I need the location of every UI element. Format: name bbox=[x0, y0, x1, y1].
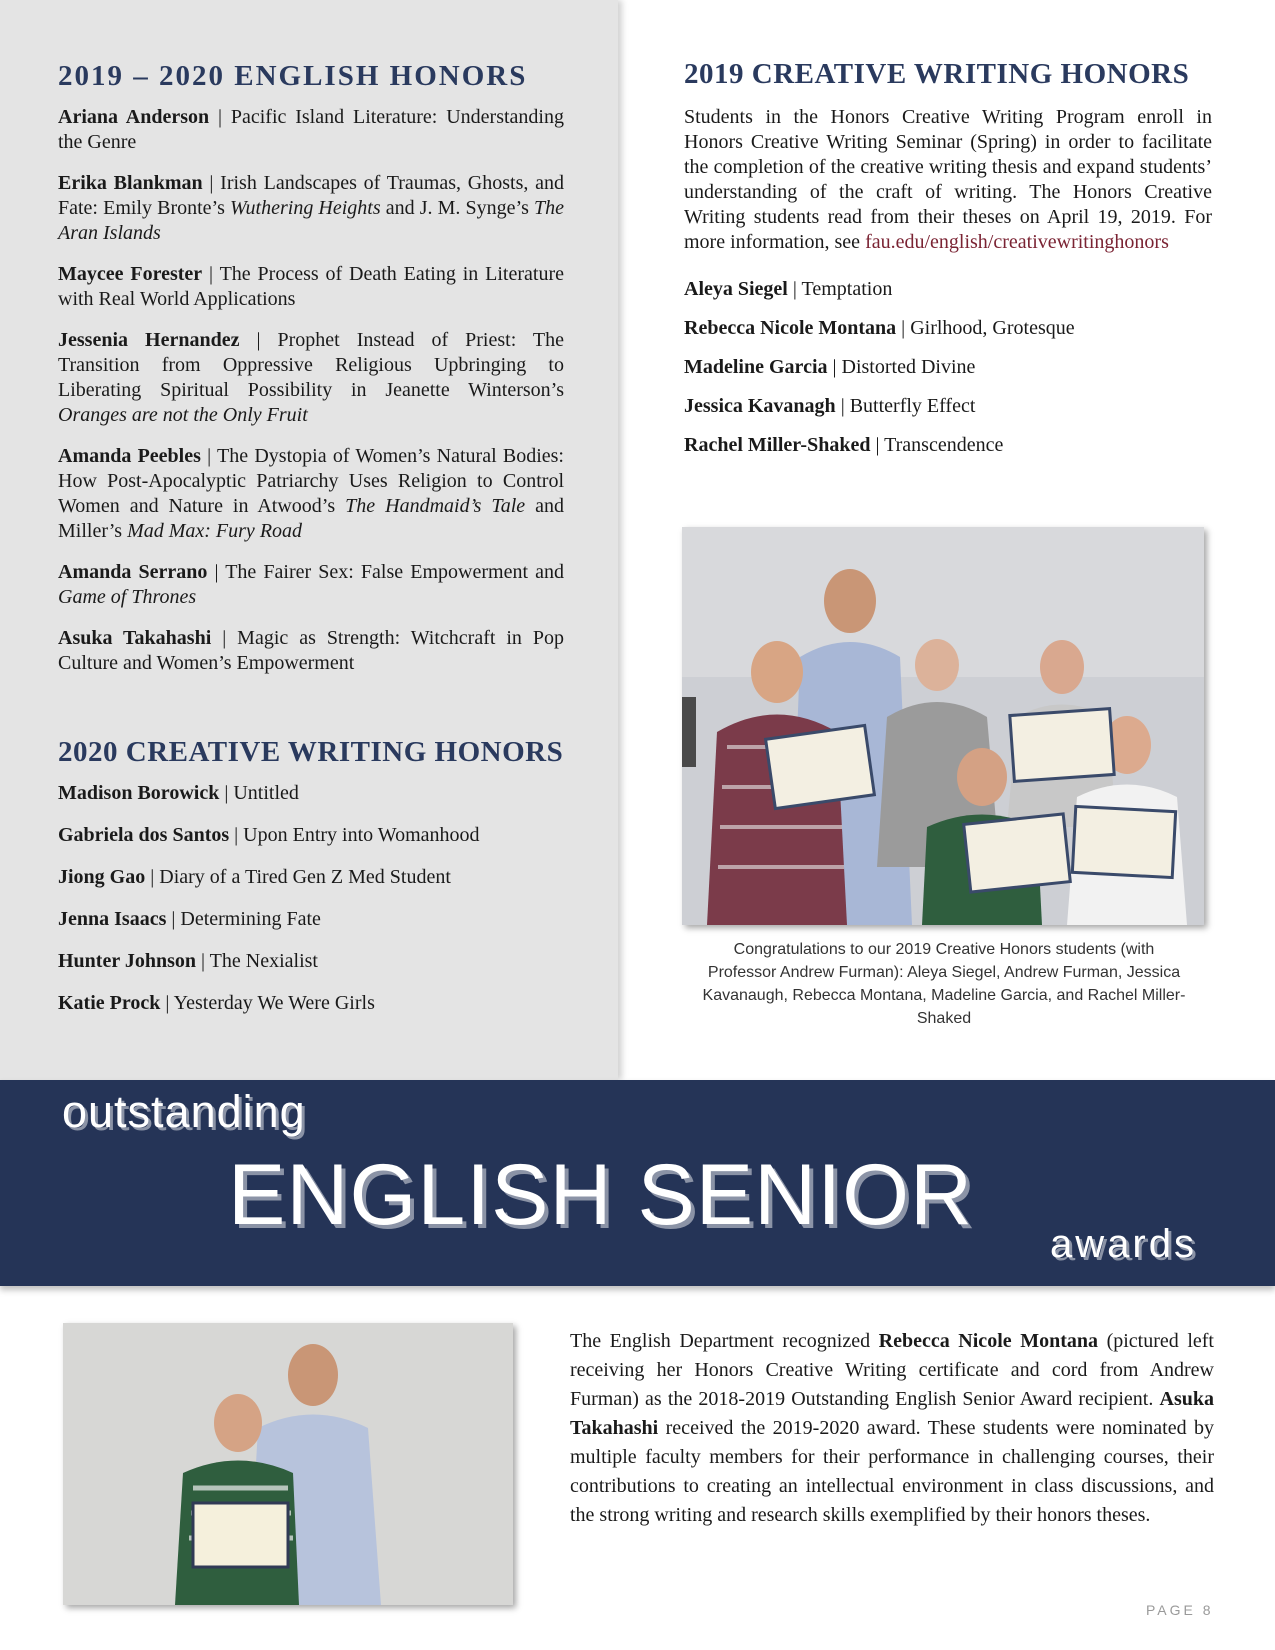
thesis-title: Upon Entry into Womanhood bbox=[243, 824, 480, 846]
honors-entry: Katie Prock | Yesterday We Were Girls bbox=[58, 992, 375, 1014]
thesis-title: Determining Fate bbox=[180, 908, 321, 930]
honors-entry: Gabriela dos Santos | Upon Entry into Womanhood bbox=[58, 824, 480, 846]
honors-entry: Aleya Siegel | Temptation bbox=[684, 278, 893, 300]
english-honors-section bbox=[58, 60, 564, 692]
english-honors-title: 2019 – 2020 ENGLISH HONORS bbox=[58, 60, 528, 92]
honors-entry: Jessica Kavanagh | Butterfly Effect bbox=[684, 395, 976, 417]
page-number: PAGE 8 bbox=[1146, 1602, 1214, 1618]
awards-banner bbox=[0, 1080, 1275, 1286]
honors-entry: Amanda Serrano | The Fairer Sex: False Empowerment and Game of Thrones bbox=[58, 561, 564, 608]
student-name: Madeline Garcia bbox=[684, 356, 828, 378]
group-photo-illustration bbox=[682, 527, 1204, 925]
honors-entry: Jenna Isaacs | Determining Fate bbox=[58, 908, 321, 930]
student-name: Rebecca Nicole Montana bbox=[684, 317, 897, 339]
student-name: Jenna Isaacs bbox=[58, 908, 167, 930]
photo-caption: Congratulations to our 2019 Creative Honors students (with Professor Andrew Furman): Aleya Siegel, Andrew Furman, Jessica Kavanaugh, Rebecca Montana, Madeline Garcia, and Rachel Miller-Shaked bbox=[702, 941, 1186, 1027]
thesis-title: Yesterday We Were Girls bbox=[173, 992, 375, 1014]
banner-line-1: outstanding bbox=[62, 1086, 306, 1137]
student-name: Hunter Johnson bbox=[58, 950, 197, 972]
honors-entry: Erika Blankman | Irish Landscapes of Traumas, Ghosts, and Fate: Emily Bronte’s Wuthering Heights and J. M. Synge’s The Aran Islands bbox=[58, 172, 564, 244]
student-name: Jessenia Hernandez bbox=[58, 329, 240, 351]
creative-writing-link[interactable]: fau.edu/english/creativewritinghonors bbox=[865, 231, 1169, 253]
student-name: Madison Borowick bbox=[58, 782, 220, 804]
thesis-title: Butterfly Effect bbox=[849, 395, 976, 417]
cw-2020-title: 2020 CREATIVE WRITING HONORS bbox=[58, 736, 564, 768]
student-name: Asuka Takahashi bbox=[58, 627, 212, 649]
thesis-title: The Nexialist bbox=[209, 950, 318, 972]
banner-line-3: awards bbox=[1050, 1222, 1197, 1266]
cw-2019-section bbox=[684, 58, 1212, 472]
thesis-title: Transcendence bbox=[884, 434, 1004, 456]
honors-entry: Hunter Johnson | The Nexialist bbox=[58, 950, 318, 972]
thesis-title: Magic as Strength: Witchcraft in Pop Culture and Women’s Empowerment bbox=[58, 627, 564, 674]
thesis-title: Prophet Instead of Priest: The Transition from Oppressive Religious Upbringing to Liberating Spiritual Possibility in Jeanette Winterson’s bbox=[58, 329, 564, 401]
honors-entry: Amanda Peebles | The Dystopia of Women’s Natural Bodies: How Post-Apocalyptic Patriarchy Uses Religion to Control Women and Nature in Atwood’s The Handmaid’s Tale and Miller’s Mad Max: Fury Road bbox=[58, 445, 564, 542]
honors-entry: Jessenia Hernandez | Prophet Instead of Priest: The Transition from Oppressive Religious Upbringing to Liberating Spiritual Possibility in Jeanette Winterson’s Oranges are not the Only Fruit bbox=[58, 329, 564, 426]
award-paragraph: The English Department recognized Rebecca Nicole Montana (pictured left receiving her Honors Creative Writing certificate and cord from Andrew Furman) as the 2018-2019 Outstanding English Senior Award recipient. Asuka Takahashi received the 2019-2020 award. These students were nominated by multiple faculty members for their performance in challenging courses, their contributions to creating an intellectual environment in class discussions, and the strong writing and research skills exemplified by their honors theses. bbox=[570, 1330, 1214, 1526]
student-name: Rachel Miller-Shaked bbox=[684, 434, 871, 456]
thesis-title: Temptation bbox=[801, 278, 893, 300]
student-name: Ariana Anderson bbox=[58, 106, 210, 128]
thesis-title: Girlhood, Grotesque bbox=[910, 317, 1075, 339]
student-name: Gabriela dos Santos bbox=[58, 824, 230, 846]
banner-line-2: ENGLISH SENIOR bbox=[228, 1147, 974, 1243]
student-name: Jiong Gao bbox=[58, 866, 146, 888]
student-name: Jessica Kavanagh bbox=[684, 395, 836, 417]
thesis-title: Diary of a Tired Gen Z Med Student bbox=[159, 866, 451, 888]
group-photo bbox=[682, 527, 1204, 925]
student-name: Katie Prock bbox=[58, 992, 161, 1014]
honors-entry: Rebecca Nicole Montana | Girlhood, Grotesque bbox=[684, 317, 1075, 339]
honors-entry: Ariana Anderson | Pacific Island Literature: Understanding the Genre bbox=[58, 106, 564, 153]
thesis-title: Pacific Island Literature: Understanding the Genre bbox=[58, 106, 564, 153]
cw-2020-section bbox=[58, 736, 598, 1033]
honors-entry: Jiong Gao | Diary of a Tired Gen Z Med Student bbox=[58, 866, 451, 888]
thesis-title: The Fairer Sex: False Empowerment and bbox=[225, 561, 564, 583]
thesis-title: Irish Landscapes of Traumas, Ghosts, and Fate: Emily Bronte’s bbox=[58, 172, 564, 219]
recipient-name: Asuka Takahashi bbox=[570, 1388, 1214, 1439]
student-name: Erika Blankman bbox=[58, 172, 203, 194]
recipient-name: Rebecca Nicole Montana bbox=[878, 1330, 1098, 1352]
cw-2019-title: 2019 CREATIVE WRITING HONORS bbox=[684, 58, 1190, 90]
student-name: Aleya Siegel bbox=[684, 278, 788, 300]
honors-entry: Maycee Forester | The Process of Death Eating in Literature with Real World Applications bbox=[58, 263, 564, 310]
award-photo-illustration bbox=[63, 1323, 513, 1605]
honors-entry: Rachel Miller-Shaked | Transcendence bbox=[684, 434, 1004, 456]
honors-entry: Madison Borowick | Untitled bbox=[58, 782, 299, 804]
award-photo bbox=[63, 1323, 513, 1605]
student-name: Maycee Forester bbox=[58, 263, 203, 285]
cw-2019-intro: Students in the Honors Creative Writing Program enroll in Honors Creative Writing Seminar (Spring) in order to facilitate the completion of the creative writing thesis and expand students’ understanding of the craft of writing. The Honors Creative Writing students read from their theses on April 19, 2019. For more information, see fau.edu/english/creativewritinghonors bbox=[684, 106, 1212, 253]
thesis-title: The Process of Death Eating in Literature with Real World Applications bbox=[58, 263, 564, 310]
honors-entry: Madeline Garcia | Distorted Divine bbox=[684, 356, 976, 378]
thesis-title: Untitled bbox=[233, 782, 299, 804]
honors-entry: Asuka Takahashi | Magic as Strength: Witchcraft in Pop Culture and Women’s Empowerment bbox=[58, 627, 564, 674]
thesis-title: Distorted Divine bbox=[841, 356, 976, 378]
student-name: Amanda Serrano bbox=[58, 561, 208, 583]
student-name: Amanda Peebles bbox=[58, 445, 201, 467]
thesis-title: The Dystopia of Women’s Natural Bodies: How Post-Apocalyptic Patriarchy Uses Religion to Control Women and Nature in Atwood’s bbox=[58, 445, 564, 517]
